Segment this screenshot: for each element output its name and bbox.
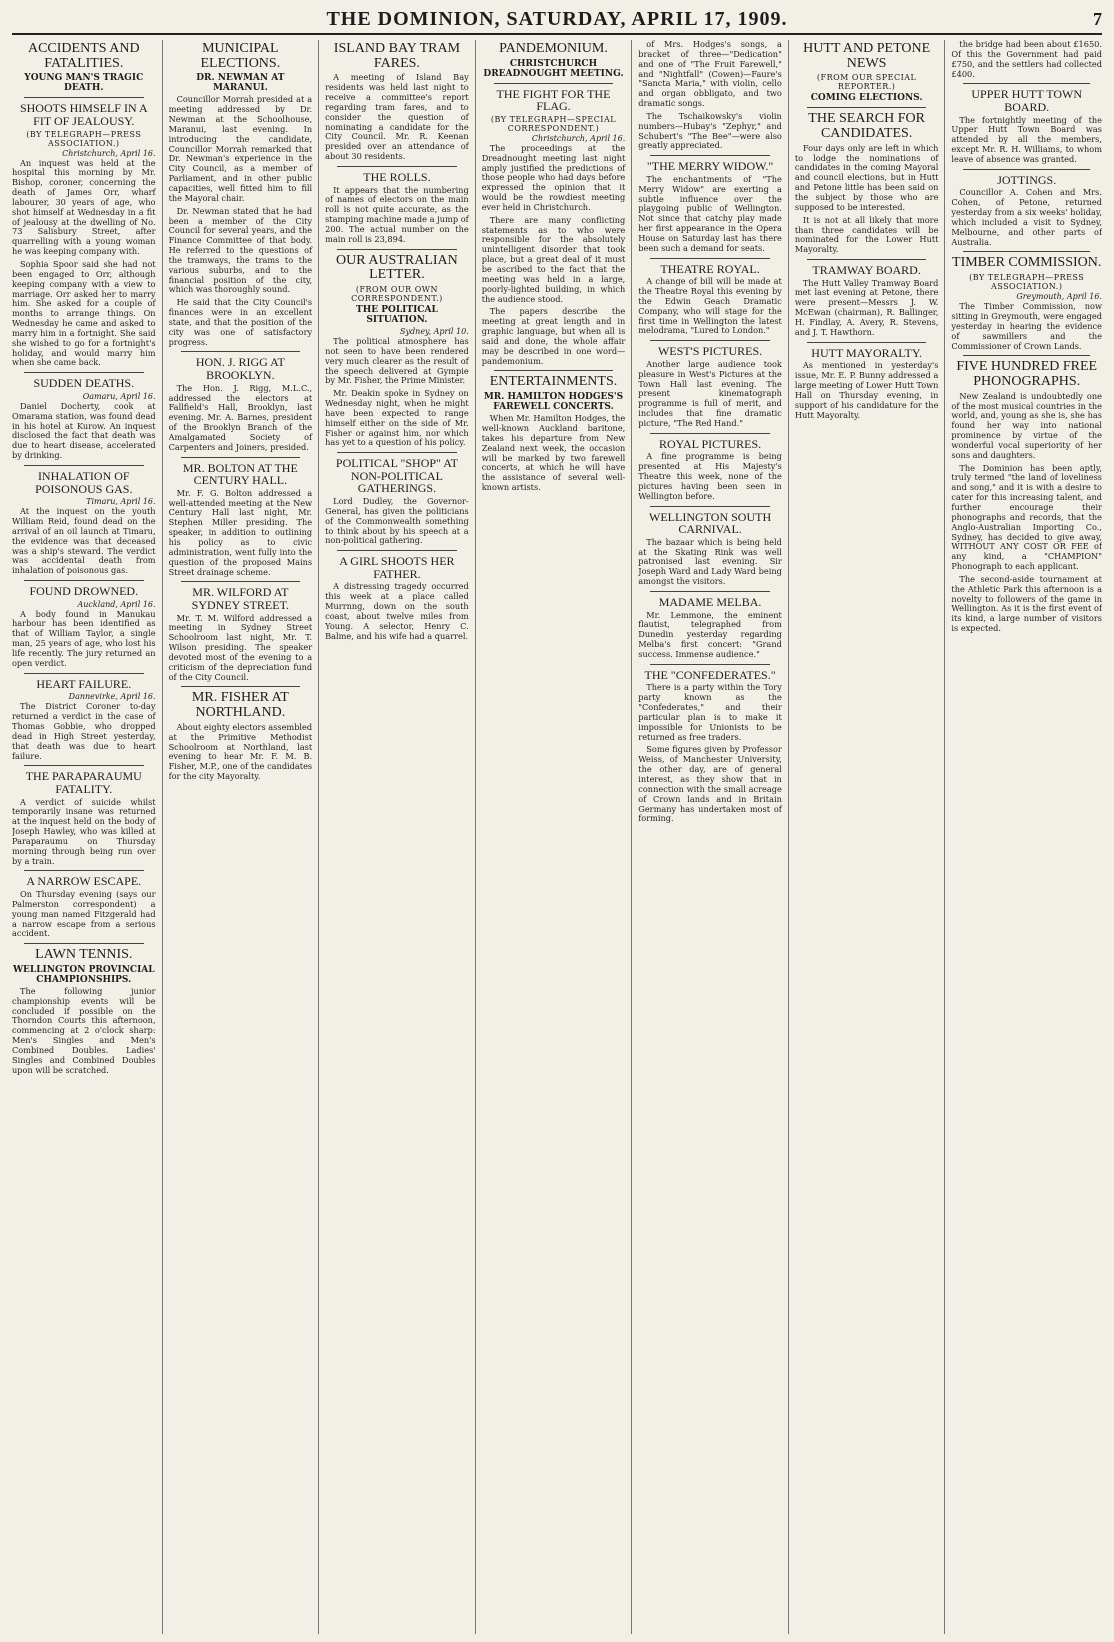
article-heading: ENTERTAINMENTS. bbox=[489, 374, 618, 390]
article-paragraph: The District Coroner to-day returned a verdict in the case of Thomas Gobbie, who dropped dead in High Street yesterday, that death was due to heart failure. bbox=[12, 701, 156, 761]
press-line: (FROM OUR SPECIAL REPORTER.) bbox=[816, 73, 917, 92]
article-paragraph: The papers describe the meeting at great length and in graphic language, but when all is said and done, the whole affair may be described in one word—pandemonium. bbox=[481, 306, 626, 366]
article bbox=[169, 356, 313, 452]
section-divider bbox=[24, 870, 144, 871]
dateline: Christchurch, April 16. bbox=[531, 133, 626, 143]
article-heading: HEART FAILURE. bbox=[36, 676, 132, 691]
article-paragraph: The political atmosphere has not seen to have been rendered very much clearer as the result of the speech delivered at Gympie by Mr. Fisher, the Prime Minister. bbox=[325, 336, 469, 386]
article-paragraph: the bridge had been about £1650. Of this the Government had paid £750, and the settlers had collected £400. bbox=[951, 40, 1102, 79]
article-heading: SHOOTS HIMSELF IN A FIT OF JEALOUSY. bbox=[19, 101, 148, 128]
article-paragraph: Mr. Deakin spoke in Sydney on Wednesday night, when he might have been expected to range himself either on the side of Mr. Fisher or against him, nor which has yet to a question of his policy. bbox=[325, 388, 469, 448]
press-line: (BY TELEGRAPH—PRESS ASSOCIATION.) bbox=[26, 129, 142, 148]
article bbox=[638, 438, 782, 502]
section-divider bbox=[337, 550, 457, 551]
article-heading: THE FIGHT FOR THE FLAG. bbox=[496, 86, 611, 114]
article bbox=[638, 345, 782, 429]
article-heading: LAWN TENNIS. bbox=[35, 947, 133, 963]
article-paragraph: Councillor A. Cohen and Mrs. Cohen, of Petone, returned yesterday from a six weeks' holiday, which included a visit to Sydney, Melbourne, and other parts of Australia. bbox=[951, 187, 1102, 247]
article-heading: INHALATION OF POISONOUS GAS. bbox=[35, 468, 133, 496]
section-divider bbox=[807, 259, 927, 260]
article-heading: WELLINGTON SOUTH CARNIVAL. bbox=[649, 509, 772, 537]
article-heading: MADAME MELBA. bbox=[658, 595, 762, 609]
article-heading: ROYAL PICTURES. bbox=[658, 436, 762, 451]
article-heading: TIMBER COMMISSION. bbox=[952, 255, 1102, 271]
article-heading: "THE MERRY WIDOW." bbox=[646, 159, 774, 174]
article bbox=[795, 42, 939, 103]
article-paragraph: Another large audience took pleasure in West's Pictures at the Town Hall last evening. The present kinematograph programme is full of merit, and includes that fine dramatic picture, "The Red Hand." bbox=[638, 358, 782, 428]
section-divider bbox=[337, 166, 457, 167]
article bbox=[325, 254, 469, 449]
article-paragraph: Four days only are left in which to lodge the nominations of candidates in the coming Mayoral and council elections, but in Hutt and Petone little has been said on the subject by those who are supposed to be interested. bbox=[794, 142, 939, 212]
article bbox=[638, 596, 782, 660]
section-divider bbox=[650, 258, 770, 259]
article-heading: THE PARAPARAUMU FATALITY. bbox=[25, 769, 142, 796]
article-paragraph: New Zealand is undoubtedly one of the most musical countries in the world, and, young as she is, she has found her way into national prominence by virtue of the wonderful vocal superiority of her sons and daughters. bbox=[951, 390, 1102, 460]
article-paragraph: The enchantments of "The Merry Widow" are exerting a subtle influence over the playgoing public of Wellington. Not since that catchy play made her first appearance in the Opera House on Saturday last has there been such a demand for seats. bbox=[638, 173, 782, 253]
article-heading: FIVE HUNDRED FREE PHONOGRAPHS. bbox=[956, 359, 1098, 390]
article bbox=[951, 40, 1102, 79]
article-heading: A GIRL SHOOTS HER FATHER. bbox=[339, 554, 455, 581]
section-divider bbox=[181, 581, 301, 582]
dateline: Auckland, April 16. bbox=[77, 599, 156, 609]
article-subheading: MR. HAMILTON HODGES'S FAREWELL CONCERTS. bbox=[483, 392, 624, 413]
press-line: (FROM OUR OWN CORRESPONDENT.) bbox=[351, 285, 443, 303]
article-paragraph: Dr. Newman stated that he had been a member of the City Council for several years, and the Finance Committee of that body. He referred to the questions of the tramways, the trams to the various suburbs, and to the financial position of the city, which was thoroughly sound. bbox=[168, 205, 313, 295]
article bbox=[169, 462, 313, 578]
section-divider bbox=[24, 943, 144, 944]
article-heading: UPPER HUTT TOWN BOARD. bbox=[971, 87, 1083, 114]
article-paragraph: The bazaar which is being held at the Skating Rink was well patronised last evening. Sir Joseph Ward and Lady Ward being amongst the visitors. bbox=[638, 536, 782, 587]
article bbox=[325, 42, 469, 162]
article bbox=[951, 360, 1102, 634]
dateline: Sydney, April 10. bbox=[400, 327, 469, 336]
section-divider bbox=[24, 97, 144, 98]
article-subheading: DR. NEWMAN AT MARANUI. bbox=[196, 73, 285, 94]
article-heading: THE ROLLS. bbox=[363, 169, 431, 184]
article bbox=[12, 948, 156, 1075]
article-heading: ACCIDENTS AND FATALITIES. bbox=[27, 41, 140, 71]
article-paragraph: The second-aside tournament at the Athletic Park this afternoon is a novelty to followers of the game in Wellington. As it is the first event of its kind, a large number of visitors is expected. bbox=[951, 573, 1102, 634]
article bbox=[951, 88, 1102, 164]
article bbox=[325, 555, 469, 641]
article bbox=[638, 160, 782, 253]
article-paragraph: There is a party within the Tory party known as the "Confederates," and their particular plan is to make it impossible for Unionists to be returned as free traders. bbox=[638, 682, 782, 742]
article-paragraph: Mr. T. M. Wilford addressed a meeting in Sydney Street Schoolroom last night, Mr. T. Wilson presiding. The speaker devoted most of the evening to a criticism of the depreciation fund of the City Council. bbox=[168, 612, 313, 682]
article-heading: MR. BOLTON AT THE CENTURY HALL. bbox=[182, 460, 298, 488]
column-3 bbox=[325, 40, 476, 1634]
column-2 bbox=[169, 40, 320, 1634]
section-divider bbox=[181, 351, 301, 352]
article-paragraph: A fine programme is being presented at His Majesty's Theatre this week, none of the pictures having been seen in Wellington before. bbox=[638, 451, 782, 501]
article-heading: THE "CONFEDERATES." bbox=[644, 667, 776, 682]
section-divider bbox=[807, 107, 927, 108]
article bbox=[12, 377, 156, 461]
article bbox=[795, 112, 939, 255]
article bbox=[169, 691, 313, 781]
article-heading: FOUND DROWNED. bbox=[29, 584, 139, 599]
section-divider bbox=[650, 506, 770, 507]
section-divider bbox=[24, 372, 144, 373]
article bbox=[951, 256, 1102, 351]
section-divider bbox=[337, 452, 457, 453]
article-heading: JOTTINGS. bbox=[997, 172, 1057, 187]
article-subheading: WELLINGTON PROVINCIAL CHAMPIONSHIPS. bbox=[12, 964, 155, 985]
section-divider bbox=[650, 591, 770, 592]
dateline: Timaru, April 16. bbox=[86, 497, 156, 507]
section-divider bbox=[494, 370, 614, 371]
section-divider bbox=[24, 673, 144, 674]
article-heading: A NARROW ESCAPE. bbox=[26, 874, 142, 889]
article bbox=[482, 42, 626, 79]
article bbox=[325, 171, 469, 245]
column-7 bbox=[951, 40, 1102, 1634]
newspaper-title: THE DOMINION, SATURDAY, APRIL 17, 1909. bbox=[326, 8, 788, 30]
section-divider bbox=[650, 433, 770, 434]
article-paragraph: The fortnightly meeting of the Upper Hutt Town Board was attended by all the members, except Mr. R. H. Williams, to whom leave of absence was granted. bbox=[951, 114, 1102, 164]
section-divider bbox=[963, 83, 1090, 84]
article bbox=[12, 875, 156, 939]
article-paragraph: An inquest was held at the hospital this morning by Mr. Bishop, coroner, concerning the death of James Orr, wharf labourer, 30 years of age, who shot himself at Wednesday in a fit of jealousy at the dwelling of No. 73 Salisbury Street, after quarrelling with a young woman he was keeping company with. bbox=[12, 157, 156, 257]
article-paragraph: It is not at all likely that more than three candidates will be nominated for the Lower Hutt Mayoralty. bbox=[794, 214, 939, 255]
article-heading: POLITICAL "SHOP" AT NON-POLITICAL GATHERINGS. bbox=[335, 456, 458, 496]
article-subheading: THE POLITICAL SITUATION. bbox=[356, 305, 438, 325]
article-paragraph: The following junior championship events will be concluded if possible on the Thorndon Courts this afternoon, commencing at 2 o'clock sharp: Men's Singles and Men's Combined Doubles. Ladies' Singles and Combined Doubles upon will be scratched. bbox=[12, 985, 156, 1075]
article-paragraph: Mr. Lemmone, the eminent flautist, telegraphed from Dunedin yesterday regarding Melba's first concert: "Grand success. Immense audience." bbox=[638, 609, 782, 659]
article-paragraph: Lord Dudley, the Governor-General, has given the politicians of the Commonwealth something to think about by his speech at a non-political gathering. bbox=[325, 496, 469, 546]
article-paragraph: The Dominion has been aptly, truly termed "the land of loveliness and song," and it is with a desire to cater for this increasing talent, and further encourage their phonographs and records, that the Anglo-Australian Importing Co., Sydney, has decided to give away, WITHOUT ANY COST OR FEE of any kind, a "CHAMPION" Phonograph to each applicant. bbox=[951, 462, 1102, 572]
article-paragraph: At the inquest on the youth William Reid, found dead on the arrival of an oil launch at Timaru, the evidence was that deceased was a ship's steward. The verdict was accidental death from inhalation of poisonous gas. bbox=[12, 506, 156, 576]
article-paragraph: When Mr. Hamilton Hodges, the well-known Auckland baritone, takes his departure from New Zealand next week, the occasion will be marked by two farewell concerts, at which he will have the assistance of several well-known artists. bbox=[481, 413, 626, 493]
article bbox=[12, 585, 156, 669]
article-paragraph: A change of bill will be made at the Theatre Royal this evening by the Edwin Geach Dramatic Company, who will stage for the first time in Wellington the latest melodrama, "Lured to London." bbox=[638, 276, 782, 336]
article-paragraph: On Thursday evening (says our Palmerston correspondent) a young man named Fitzgerald had a narrow escape from a serious accident. bbox=[12, 889, 156, 939]
article-paragraph: Sophia Spoor said she had not been engaged to Orr, although keeping company with a view to marriage. Orr asked her to marry him. She asked for a couple of months to arrange things. On Wednesday he came and asked to marry him in a fortnight. She said she wished to go for a fortnight's holiday, and would marry him when she came back. bbox=[12, 259, 156, 368]
article-heading: HON. J. RIGG AT BROOKLYN. bbox=[195, 355, 285, 383]
article bbox=[795, 264, 939, 338]
article-paragraph: The proceedings at the Dreadnought meeting last night amply justified the predictions of those people who had days before expressed the opinion that it would be the rowdiest meeting ever held in Christchurch. bbox=[481, 142, 626, 212]
article-paragraph: As mentioned in yesterday's issue, Mr. E. P. Bunny addressed a large meeting of Lower Hutt Town Hall on Thursday evening, in support of his candidature for the Hutt Mayoralty. bbox=[794, 360, 939, 420]
section-divider bbox=[807, 342, 927, 343]
page-number: 7 bbox=[1093, 9, 1102, 29]
article bbox=[482, 375, 626, 492]
section-divider bbox=[650, 340, 770, 341]
article-heading: PANDEMONIUM. bbox=[499, 41, 608, 56]
article-paragraph: Daniel Docherty, cook at Omarama station, was found dead in his hotel at Kurow. An inquest disclosed the fact that death was due to heart disease, accelerated by drinking. bbox=[12, 400, 156, 461]
dateline: Greymouth, April 16. bbox=[1016, 292, 1102, 302]
article-subheading: COMING ELECTIONS. bbox=[810, 93, 923, 104]
press-line: (BY TELEGRAPH—PRESS ASSOCIATION.) bbox=[969, 273, 1085, 292]
article-heading: WEST'S PICTURES. bbox=[657, 344, 763, 359]
article bbox=[638, 40, 782, 151]
article bbox=[638, 263, 782, 337]
article bbox=[325, 457, 469, 546]
article-heading: ISLAND BAY TRAM FARES. bbox=[333, 41, 461, 71]
section-divider bbox=[650, 664, 770, 665]
article-heading: HUTT MAYORALTY. bbox=[811, 345, 922, 360]
article-heading: MR. WILFORD AT SYDNEY STREET. bbox=[191, 585, 290, 612]
article-paragraph: Councillor Morrah presided at a meeting addressed by Dr. Newman at the Schoolhouse, Maranui, last evening. In introducing the candidate, Councillor Morrah remarked that Dr. Newman's experience in the City Council, as a member of Parliament, and in other public capacities, well fitted him to fill the Mayoral chair. bbox=[168, 94, 313, 203]
section-divider bbox=[963, 251, 1090, 252]
article-paragraph: The Hutt Valley Tramway Board met last evening at Petone, there were present—Messrs J. W. McEwan (chairman), R. Ballinger, H. Findlay, A. Avery, R. Stevens, and J. T. Hawthorn. bbox=[794, 277, 939, 337]
article bbox=[12, 42, 156, 93]
section-divider bbox=[24, 765, 144, 766]
article-paragraph: A distressing tragedy occurred this week at a place called Murrnng, down on the south coast, about twelve miles from Young. A selector, Henry C. Balme, and his wife had a quarrel. bbox=[325, 581, 469, 641]
article-paragraph: About eighty electors assembled at the Primitive Methodist Schoolroom at Northland, last evening to hear Mr. F. M. B. Fisher, M.P., one of the candidates for the city Mayoralty. bbox=[168, 721, 313, 782]
article bbox=[12, 678, 156, 762]
article-paragraph: A meeting of Island Bay residents was held last night to receive a committee's report regarding tram fares, and to consider the question of nominating a candidate for the City Council. Mr. R. Keenan presided over an attendance of about 30 residents. bbox=[325, 72, 469, 162]
article-columns bbox=[12, 40, 1102, 1634]
article-heading: THEATRE ROYAL. bbox=[660, 261, 760, 276]
article bbox=[12, 102, 156, 368]
section-divider bbox=[24, 580, 144, 581]
article bbox=[12, 770, 156, 866]
article-heading: MUNICIPAL ELECTIONS. bbox=[200, 41, 281, 71]
article-paragraph: There are many conflicting statements as to who were responsible for the absolutely unintelligent disorder that took place, but a great deal of it must be ascribed to the fact that the meeting was held in a large, poorly-lighted building, in which the audience stood. bbox=[481, 214, 626, 304]
dateline: Christchurch, April 16. bbox=[62, 148, 156, 158]
section-divider bbox=[24, 465, 144, 466]
article-heading: SUDDEN DEATHS. bbox=[33, 376, 135, 391]
article bbox=[638, 511, 782, 587]
section-divider bbox=[963, 169, 1090, 170]
column-4 bbox=[482, 40, 633, 1634]
section-divider bbox=[650, 155, 770, 156]
article-heading: TRAMWAY BOARD. bbox=[812, 263, 921, 278]
article-paragraph: Mr. F. G. Bolton addressed a well-attended meeting at the New Century Hall last night, Mr. Stephen Miller presiding. The speaker, in addition to outlining his policy as to civic administration, went fully into the question of the proposed Mains Street drainage scheme. bbox=[168, 487, 313, 577]
article-paragraph: He said that the City Council's finances were in an excellent state, and that the position of the city was one of satisfactory progress. bbox=[168, 297, 313, 347]
article bbox=[482, 88, 626, 367]
masthead bbox=[12, 8, 1102, 35]
article-paragraph: Some figures given by Professor Weiss, of Manchester University, the other day, are of general interest, as they show that in connection with the small acreage of Crown lands and in Britain Germany has undertaken most of forming. bbox=[638, 744, 782, 824]
article-subheading: YOUNG MAN'S TRAGIC DEATH. bbox=[24, 73, 144, 94]
section-divider bbox=[963, 355, 1090, 356]
article bbox=[169, 42, 313, 347]
article-paragraph: A verdict of suicide whilst temporarily insane was returned at the inquest held on the body of Joseph Hawley, who was killed at Paraparaumu on Thursday morning through being run over by a train. bbox=[12, 796, 156, 866]
article-paragraph: A body found in Manukau harbour has been identified as that of William Taylor, a single man, 25 years of age, who lost his life recently. The jury returned an open verdict. bbox=[12, 608, 156, 668]
article-paragraph: It appears that the numbering of names of electors on the main roll is not quite accurate, as the stamping machine made a jump of 200. The actual number on the main roll is 23,894. bbox=[325, 184, 469, 244]
article-subheading: CHRISTCHURCH DREADNOUGHT MEETING. bbox=[483, 58, 624, 79]
section-divider bbox=[494, 83, 614, 84]
article bbox=[951, 174, 1102, 248]
column-5 bbox=[638, 40, 789, 1634]
article-heading: OUR AUSTRALIAN LETTER. bbox=[336, 252, 458, 283]
dateline: Dannevirke, April 16. bbox=[68, 692, 156, 702]
article-paragraph: of Mrs. Hodges's songs, a bracket of three—"Dedication" and one of "The Fruit Farewell," and "Nightfall" (Cowen)—Faure's "Sancta Maria," with violin, cello and organ obbligato, and two dramatic songs. bbox=[638, 40, 782, 109]
article bbox=[795, 347, 939, 421]
article bbox=[12, 470, 156, 576]
article-heading: HUTT AND PETONE NEWS bbox=[803, 41, 931, 71]
column-1 bbox=[12, 40, 163, 1634]
press-line: (BY TELEGRAPH—SPECIAL CORRESPONDENT.) bbox=[490, 114, 617, 133]
dateline: Oamaru, April 16. bbox=[82, 391, 156, 401]
column-6 bbox=[795, 40, 946, 1634]
article-paragraph: The Timber Commission, now sitting in Greymouth, were engaged yesterday in hearing the evidence of sawmillers and the Commissioner of Crown Lands. bbox=[951, 301, 1102, 351]
article-heading: MR. FISHER AT NORTHLAND. bbox=[191, 690, 289, 721]
article bbox=[169, 586, 313, 682]
article-paragraph: The Hon. J. Rigg, M.L.C., addressed the electors at Fallfield's Hall, Brooklyn, last evening. Mr. A. Barnes, president of the Brooklyn Branch of the Amalgamated Society of Carpenters and Joiners, presided. bbox=[168, 382, 313, 452]
section-divider bbox=[337, 249, 457, 250]
article-heading: THE SEARCH FOR CANDIDATES. bbox=[808, 111, 925, 142]
article bbox=[638, 669, 782, 824]
section-divider bbox=[181, 457, 301, 458]
section-divider bbox=[181, 686, 301, 687]
article-paragraph: The Tschaikowsky's violin numbers—Hubay's "Zephyr," and Schubert's "The Bee"—were also greatly appreciated. bbox=[638, 110, 782, 151]
